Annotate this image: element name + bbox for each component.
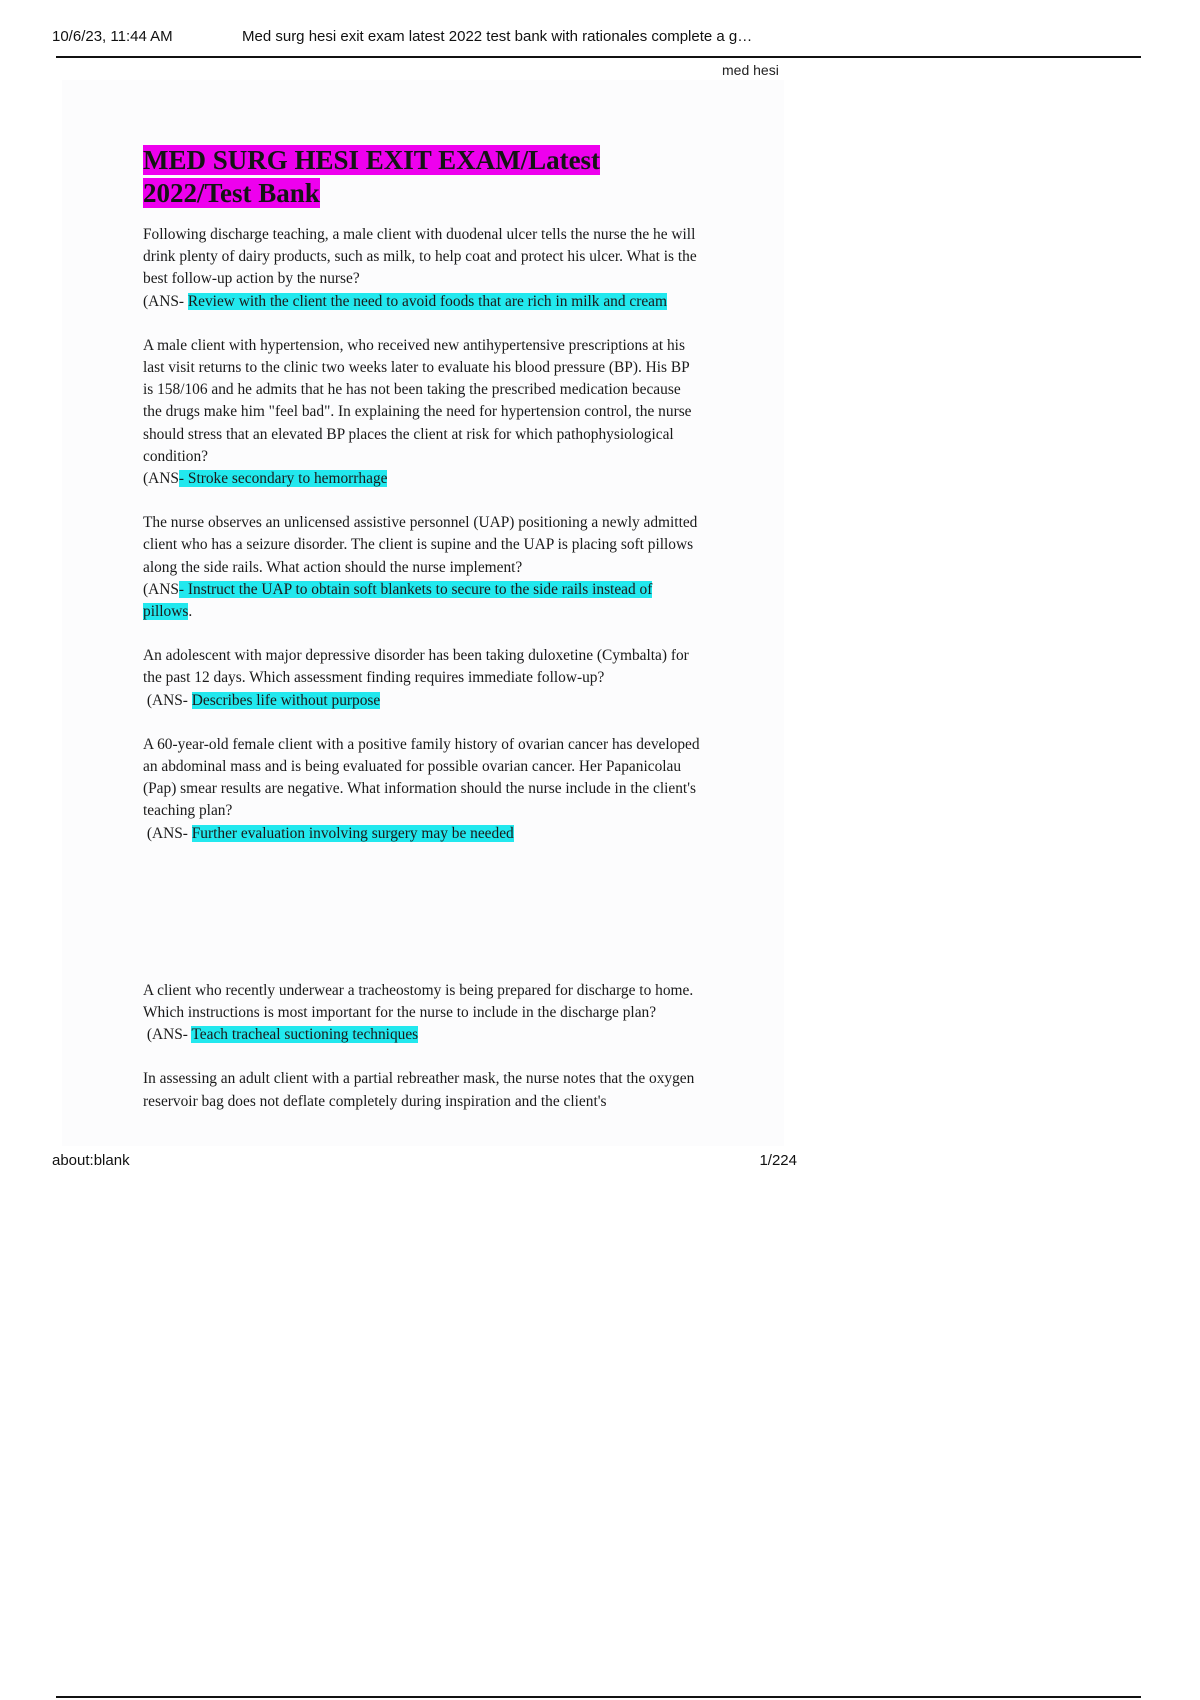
question-text: A 60-year-old female client with a positive family history of ovarian cancer has developed an abdominal mass and is being evaluated for possible ovarian cancer. Her Papanicolau (Pap) smear results are negative. What information should the nurse include in the client's teaching plan? <box>143 735 700 820</box>
print-header <box>52 26 1130 50</box>
answer-highlight: Review with the client the need to avoid foods that are rich in milk and cream <box>187 292 667 310</box>
document-label: med hesi <box>722 62 779 78</box>
question-block <box>143 980 703 1047</box>
answer-highlight: Further evaluation involving surgery may be needed <box>191 824 514 842</box>
document-title-text: MED SURG HESI EXIT EXAM/Latest 2022/Test Bank <box>143 145 601 208</box>
answer-line <box>143 468 703 490</box>
document-page <box>62 80 784 1146</box>
question-text: The nurse observes an unlicensed assistive personnel (UAP) positioning a newly admitted client who has a seizure disorder. The client is supine and the UAP is placing soft pillows along the side rails. What action should the nurse implement? <box>143 514 698 576</box>
answer-prefix: (ANS- <box>143 691 192 709</box>
answer-suffix: . <box>188 603 193 621</box>
answer-line <box>143 690 703 712</box>
question-block <box>143 512 703 623</box>
question-block <box>143 1068 703 1112</box>
answer-highlight: Describes life without purpose <box>191 691 381 709</box>
question-text: A male client with hypertension, who received new antihypertensive prescriptions at his last visit returns to the clinic two weeks later to evaluate his blood pressure (BP). His BP is 158/106 and he admits that he has not been taking the prescribed medication because the drugs make him "feel bad". In explaining the need for hypertension control, the nurse should stress that an elevated BP places the client at risk for which pathophysiological condition? <box>143 336 692 465</box>
page-whitespace <box>143 867 703 980</box>
question-text: In assessing an adult client with a partial rebreather mask, the nurse notes that the oxygen reservoir bag does not deflate completely during inspiration and the client's <box>143 1070 695 1110</box>
print-page-title: Med surg hesi exit exam latest 2022 test bank with rationales complete a g… <box>242 28 753 45</box>
document-content <box>143 144 703 1135</box>
print-url: about:blank <box>52 1152 130 1169</box>
question-block <box>143 734 703 845</box>
answer-prefix: (ANS- <box>143 292 188 310</box>
header-rule <box>56 56 1141 58</box>
answer-prefix: (ANS <box>143 580 179 598</box>
print-datetime: 10/6/23, 11:44 AM <box>52 28 173 45</box>
answer-line <box>143 1024 703 1046</box>
document-title <box>143 144 643 210</box>
question-text: Following discharge teaching, a male client with duodenal ulcer tells the nurse the he will drink plenty of dairy products, such as milk, to help coat and protect his ulcer. What is the best follow-up action by the nurse? <box>143 226 697 288</box>
answer-highlight: Teach tracheal suctioning techniques <box>191 1026 419 1044</box>
answer-highlight: - Stroke secondary to hemorrhage <box>178 470 388 488</box>
page-indicator: 1/224 <box>759 1152 797 1169</box>
question-text: An adolescent with major depressive disorder has been taking duloxetine (Cymbalta) for the past 12 days. Which assessment finding requires immediate follow-up? <box>143 647 689 687</box>
question-block <box>143 645 703 712</box>
question-block <box>143 224 703 313</box>
answer-line <box>143 823 703 845</box>
answer-line <box>143 579 703 623</box>
answer-line <box>143 291 703 313</box>
question-text: A client who recently underwear a tracheostomy is being prepared for discharge to home. Which instructions is most important for the nurse to include in the discharge plan? <box>143 981 694 1022</box>
answer-prefix: (ANS- <box>143 824 192 842</box>
footer-rule <box>56 1696 1141 1698</box>
answer-prefix: (ANS- <box>143 1026 192 1044</box>
answer-prefix: (ANS <box>143 470 179 488</box>
question-block <box>143 335 703 490</box>
answer-highlight: - Instruct the UAP to obtain soft blankets to secure to the side rails instead of pillows <box>143 580 653 621</box>
